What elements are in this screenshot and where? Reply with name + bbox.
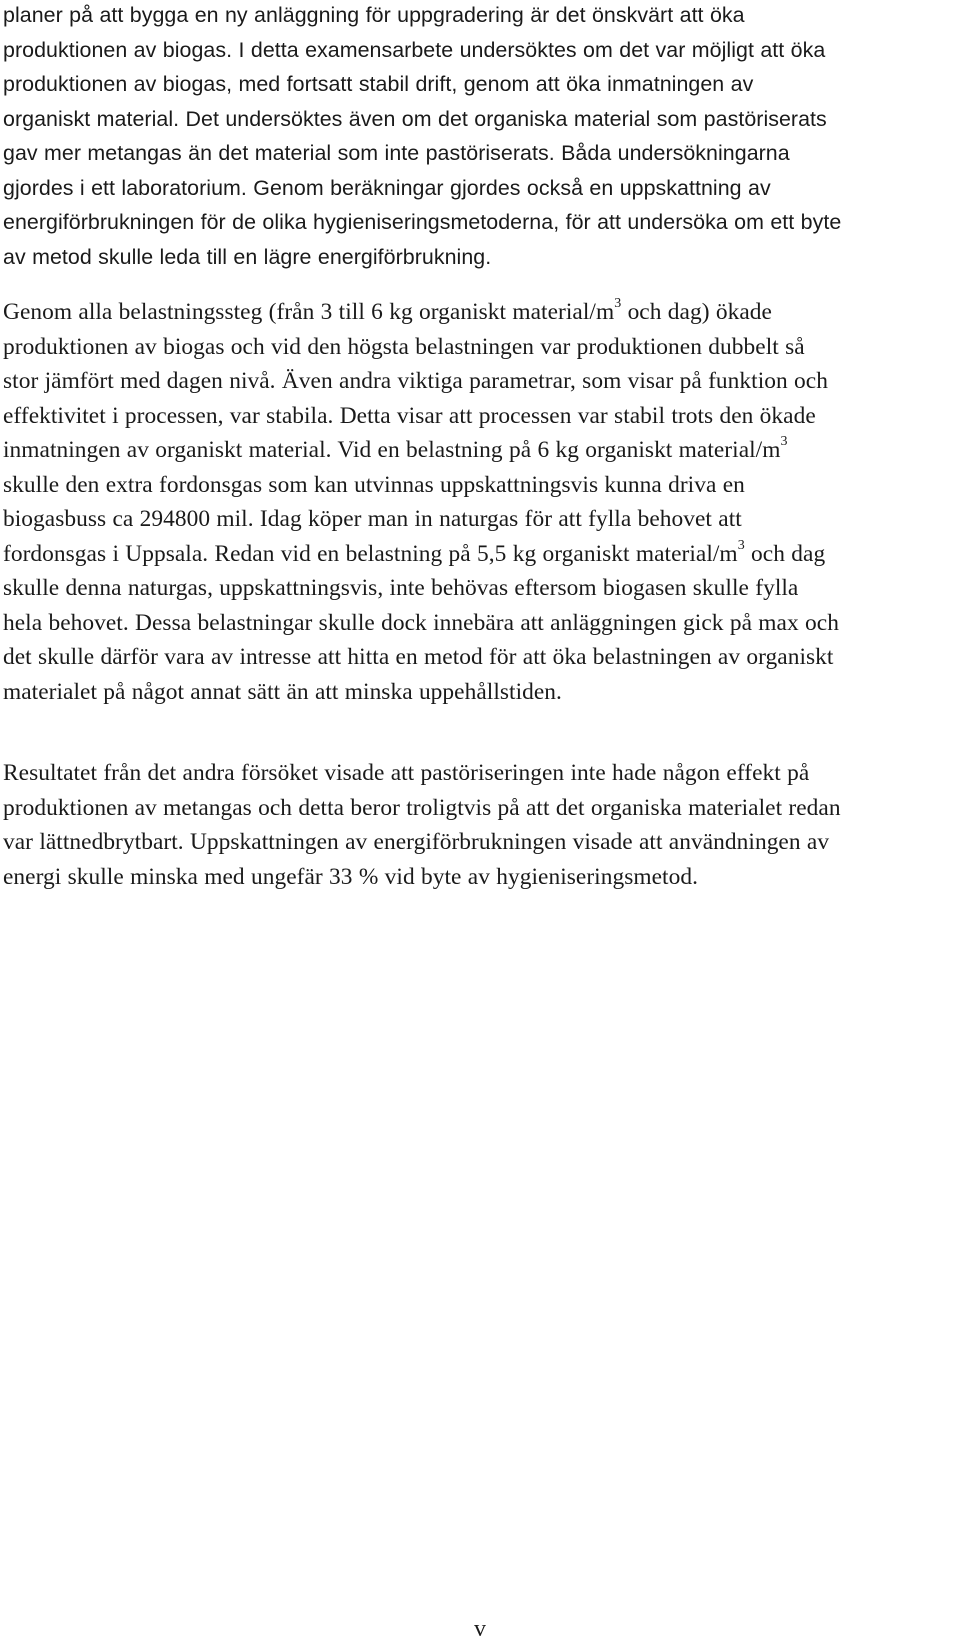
text-line: organiskt material. Det undersöktes även om det organiska material som pastöriserats — [3, 106, 827, 131]
text-line: Resultatet från det andra försöket visade att pastöriseringen inte hade någon effekt på — [3, 760, 810, 786]
text-segment: Genom alla belastningssteg (från 3 till 6 kg organiskt material/m — [3, 299, 615, 325]
text-line — [3, 433, 953, 468]
text-line: energiförbrukningen för de olika hygieniseringsmetoderna, för att undersöka om ett byte — [3, 210, 842, 234]
paragraph-results-pasteurization — [3, 756, 953, 894]
text-line: planer på att bygga en ny anläggning för uppgradering är det önskvärt att öka — [3, 3, 745, 27]
text-line: effektivitet i processen, var stabila. Detta visar att processen var stabil trots den ökade — [3, 402, 816, 429]
text-segment: och dag — [744, 540, 826, 567]
text-line: hela behovet. Dessa belastningar skulle dock innebära att anläggningen gick på max och — [3, 609, 839, 636]
text-line: stor jämfört med dagen nivå. Även andra viktiga parametrar, som visar på funktion och — [3, 368, 828, 394]
text-line — [3, 295, 953, 330]
text-line: produktionen av biogas. I detta examensarbete undersöktes om det var möjligt att öka — [3, 37, 826, 62]
text-line: gav mer metangas än det material som inte pastöriserats. Båda undersökningarna — [3, 141, 790, 165]
text-segment: inmatningen av organiskt material. Vid en belastning på 6 kg organiskt material/m — [3, 437, 781, 463]
text-line: skulle den extra fordonsgas som kan utvinnas uppskattningsvis kunna driva en — [3, 471, 745, 498]
text-line: gjordes i ett laboratorium. Genom beräkningar gjordes också en uppskattning av — [3, 175, 771, 200]
paragraph-results-loading — [3, 295, 953, 709]
text-line — [3, 537, 953, 572]
text-line: produktionen av biogas och vid den högsta belastningen var produktionen dubbelt så — [3, 333, 805, 360]
text-line: av metod skulle leda till en lägre energiförbrukning. — [3, 244, 492, 269]
superscript: 3 — [780, 434, 788, 450]
text-line: det skulle därför vara av intresse att hitta en metod för att öka belastningen av organiskt — [3, 644, 834, 670]
superscript: 3 — [614, 296, 622, 312]
text-line: skulle denna naturgas, uppskattningsvis, inte behövas eftersom biogasen skulle fylla — [3, 575, 799, 601]
text-line: produktionen av metangas och detta beror troligtvis på att det organiska materialet redan — [3, 794, 841, 821]
text-line: materialet på något annat sätt än att minska uppehållstiden. — [3, 678, 562, 705]
text-line: produktionen av biogas, med fortsatt stabil drift, genom att öka inmatningen av — [3, 72, 754, 96]
text-segment: fordonsgas i Uppsala. Redan vid en belastning på 5,5 kg organiskt material/m — [3, 540, 738, 567]
superscript: 3 — [737, 537, 745, 553]
page-number: v — [474, 1616, 486, 1642]
text-line: var lättnedbrytbart. Uppskattningen av energiförbrukningen visade att användningen av — [3, 829, 830, 855]
text-line: energi skulle minska med ungefär 33 % vid byte av hygieniseringsmetod. — [3, 863, 698, 890]
paragraph-intro — [3, 0, 953, 274]
text-line: biogasbuss ca 294800 mil. Idag köper man in naturgas för att fylla behovet att — [3, 506, 742, 532]
text-segment: och dag) ökade — [621, 299, 772, 325]
